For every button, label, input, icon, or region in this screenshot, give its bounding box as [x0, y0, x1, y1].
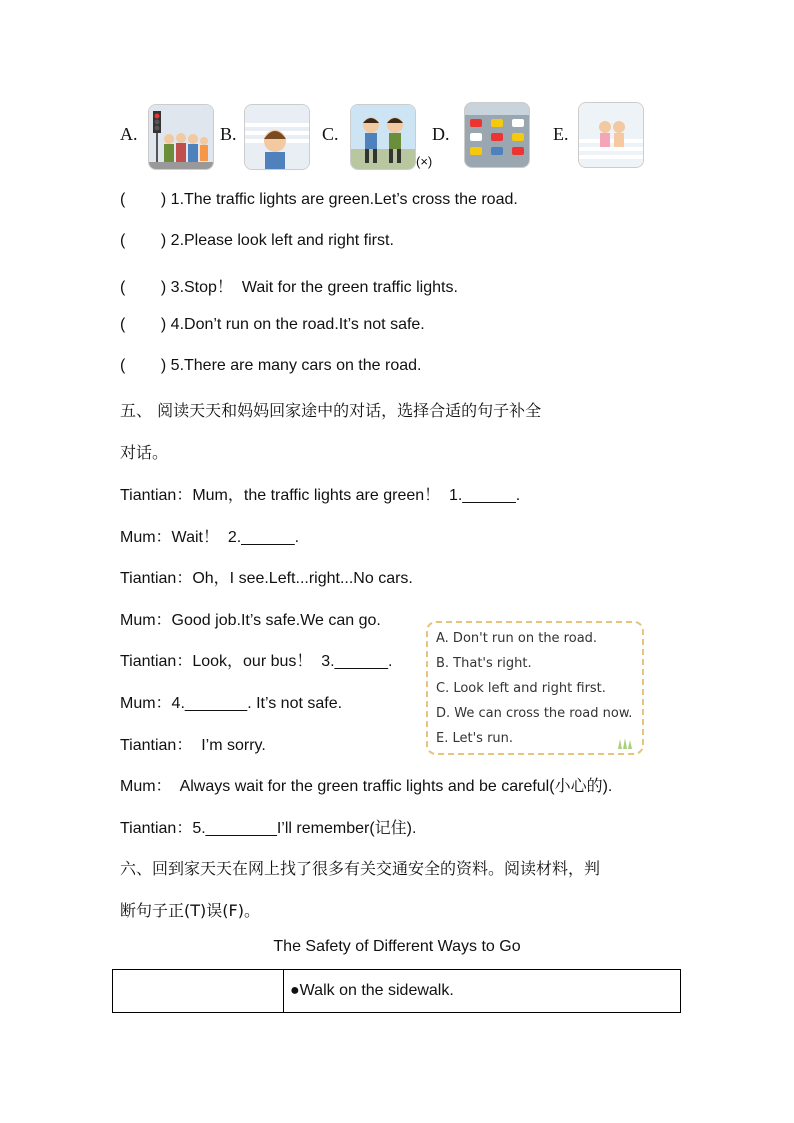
children-crossing-icon	[579, 103, 643, 167]
safety-table	[112, 969, 681, 1013]
table-row	[113, 970, 681, 1013]
traffic-cars-icon	[465, 103, 529, 167]
option-a-label: A.	[120, 124, 138, 144]
dialogue-line-7: Tiantian： I’m sorry.	[120, 737, 266, 754]
cross-mark: (×)	[416, 154, 433, 169]
choice-c: C. Look left and right first.	[436, 681, 606, 696]
option-d-label: D.	[432, 124, 450, 144]
option-d-image	[464, 102, 530, 168]
choices-box	[426, 621, 644, 755]
dialogue-line-1: Tiantian：Mum，the traffic lights are green！ 1.______.	[120, 487, 521, 504]
table-cell-category	[113, 970, 284, 1013]
option-e-image	[578, 102, 644, 168]
dialogue-line-5: Tiantian：Look，our bus！ 3.______.	[120, 653, 393, 670]
choice-a: A. Don't run on the road.	[436, 631, 598, 646]
question-4: ( ) 4.Don’t run on the road.It’s not safe.	[120, 316, 425, 333]
table-cell-tip: ●Walk on the sidewalk.	[284, 970, 681, 1013]
section5-title: 五、 阅读天天和妈妈回家途中的对话，选择合适的句子补全	[120, 401, 542, 420]
question-5: ( ) 5.There are many cars on the road.	[120, 357, 422, 374]
option-b-label: B.	[220, 124, 237, 144]
children-running-icon	[351, 105, 415, 169]
boy-looking-icon	[245, 105, 309, 169]
option-c-image	[350, 104, 416, 170]
choice-b: B. That's right.	[436, 656, 532, 671]
dialogue-line-8: Mum： Always wait for the green traffic lights and be careful(小心的).	[120, 778, 613, 795]
question-1: ( ) 1.The traffic lights are green.Let’s cross the road.	[120, 191, 518, 208]
choice-d: D. We can cross the road now.	[436, 706, 633, 721]
people-waiting-icon	[149, 105, 213, 169]
dialogue-line-9: Tiantian：5.________I’ll remember(记住).	[120, 820, 417, 837]
section5-title-cont: 对话。	[120, 443, 169, 462]
dialogue-line-4: Mum：Good job.It’s safe.We can go.	[120, 612, 381, 629]
dialogue-line-2: Mum：Wait！ 2.______.	[120, 529, 300, 546]
option-a-image	[148, 104, 214, 170]
question-2: ( ) 2.Please look left and right first.	[120, 232, 394, 249]
dialogue-line-6: Mum：4._______. It’s not safe.	[120, 695, 343, 712]
section6-title-cont: 断句子正(T)误(F)。	[120, 901, 260, 920]
section6-title: 六、回到家天天在网上找了很多有关交通安全的资料。阅读材料，判	[120, 859, 601, 878]
question-3: ( ) 3.Stop！ Wait for the green traffic lights.	[120, 279, 458, 296]
dialogue-line-3: Tiantian：Oh，I see.Left...right...No cars.	[120, 570, 413, 587]
option-e-label: E.	[553, 124, 569, 144]
grass-icon	[616, 737, 634, 749]
option-b-image	[244, 104, 310, 170]
choice-e: E. Let's run.	[436, 731, 514, 746]
table-title: The Safety of Different Ways to Go	[273, 938, 521, 955]
option-c-label: C.	[322, 124, 339, 144]
